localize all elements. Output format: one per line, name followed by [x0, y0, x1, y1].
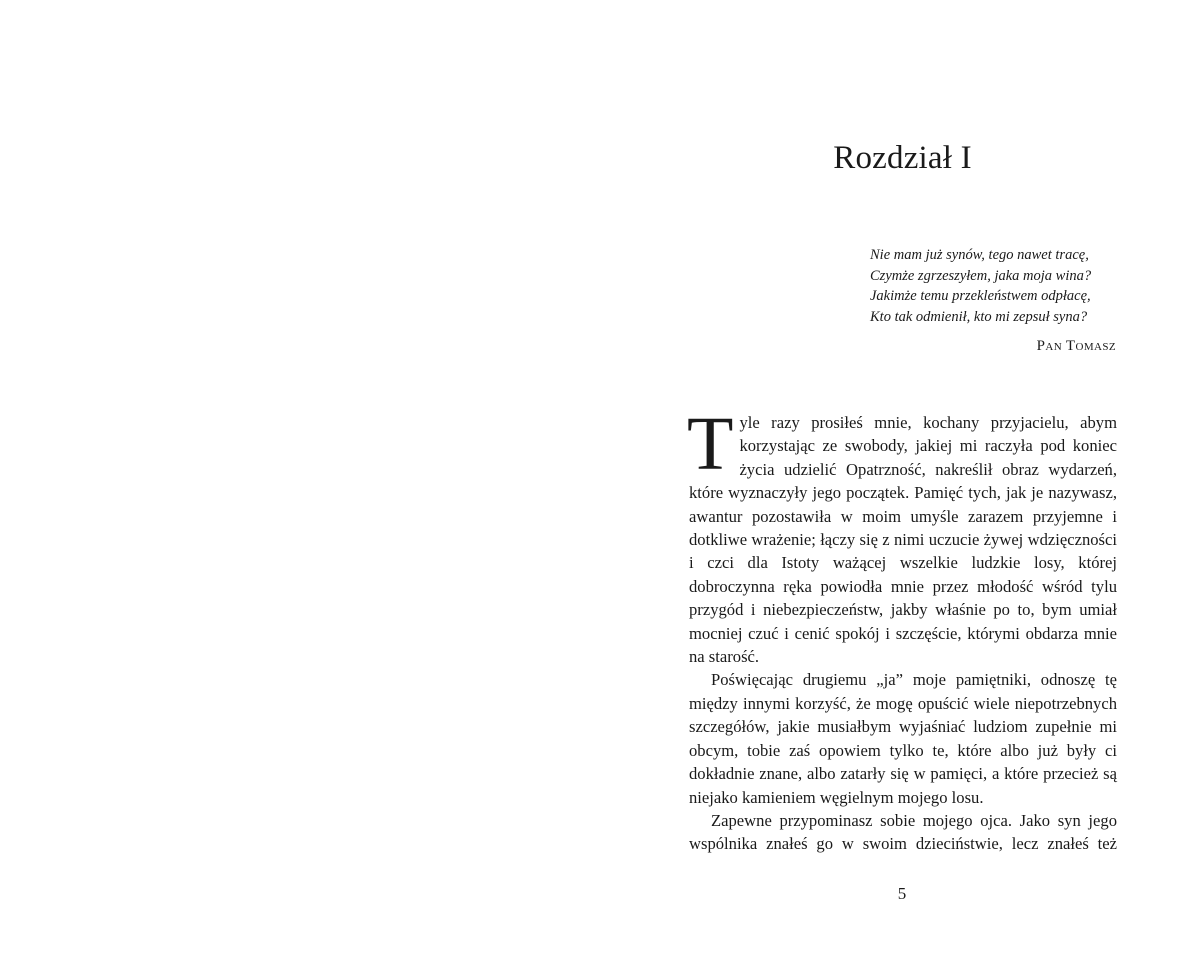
page-number: 5: [897, 884, 907, 903]
paragraph: Poświęcając drugiemu „ja” moje pamiętniki, odnoszę tę między innymi korzyść, że mogę opuścić wiele niepotrzebnych szczegółów, jakie musiałbym wyjaśniać ludziom zupełnie mi obcym, tobie zaś opowiem tylko te, które albo już były ci dokładnie znane, albo zatarły się w pamięci, a które przecież są niejako kamieniem węgielnym mojego losu.: [689, 670, 1117, 807]
chapter-title: Rozdział I: [833, 140, 972, 176]
drop-cap: T: [687, 402, 734, 486]
epigraph-line: Jakimże temu przekleństwem odpłacę,: [870, 288, 1091, 304]
epigraph-author: Pan Tomasz: [1036, 338, 1116, 354]
paragraph-opening: [687, 402, 1117, 668]
epigraph-line: Czymże zgrzeszyłem, jaka moja wina?: [870, 267, 1092, 284]
chapter-body: [687, 402, 1117, 856]
epigraph-line: Kto tak odmienił, kto mi zepsuł syna?: [870, 308, 1088, 325]
paragraph: Zapewne przypominasz sobie mojego ojca. Jako syn jego wspólnika znałeś go w swoim dzieciństwie, lecz znałeś też: [689, 810, 1117, 854]
right-page: [600, 0, 1200, 956]
epigraph: [870, 245, 1120, 356]
epigraph-line: Nie mam już synów, tego nawet tracę,: [870, 247, 1089, 263]
paragraph-text: yle razy prosiłeś mnie, kochany przyjacielu, abym korzystając ze swobody, jakiej mi raczyła pod koniec życia udzielić Opatrzność, nakreślił obraz wydarzeń, które wyznaczyły jego początek. Pamięć tych, jak je nazywasz, awantur pozostawiła w moim umyśle zarazem przyjemne i dotkliwe wrażenie; łączy się z nimi uczucie żywej wdzięczności i czci dla Istoty ważącej wszelkie ludzkie losy, której dobroczynna ręka powiodła mnie przez młodość wśród tylu przygód i niebezpieczeństw, jakby właśnie po to, bym umiał mocniej czuć i cenić spokój i szczęście, którymi obdarza mnie na starość.: [689, 413, 1117, 667]
